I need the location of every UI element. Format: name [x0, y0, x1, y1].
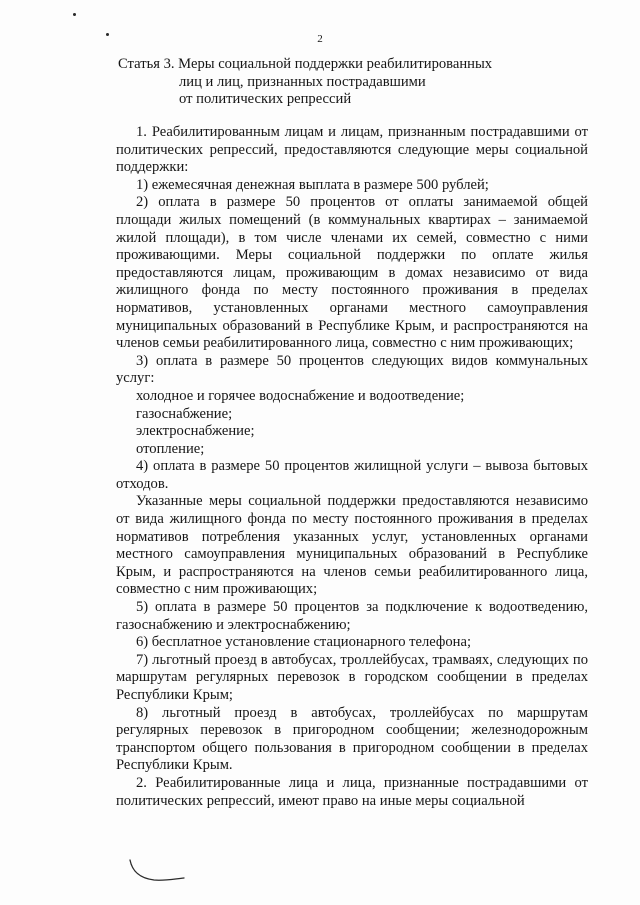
paragraph-service-heating: отопление;	[136, 440, 205, 457]
scan-speck	[73, 13, 76, 16]
paragraph-part-1-intro: 1. Реабилитированным лицам и лицам, признанным пострадавшими от политических репрессий, предоставляются следующие меры социальной поддержки:	[116, 124, 588, 176]
paragraph-item-2: 2) оплата в размере 50 процентов от оплаты занимаемой общей площади жилых помещений (в коммунальных квартирах – занимаемой жилой площади), в том числе членами их семей, совместно с ними проживающими. Меры социальной поддержки по оплате жилья предоставляются лицам, проживающим в домах независимо от вида жилищного фонда по месту постоянного проживания в пределах нормативов, установленных органами местного самоуправления муниципальных образований в Республике Крым, и распространяются на членов семьи реабилитированного лица, совместно с ним проживающих;	[116, 194, 588, 352]
paragraph-service-electricity: электроснабжение;	[136, 423, 255, 440]
paragraph-part-2: 2. Реабилитированные лица и лица, признанные пострадавшими от политических репрессий, имеют право на иные меры социальной	[116, 774, 588, 809]
article-heading	[118, 56, 578, 109]
paragraph-note: Указанные меры социальной поддержки предоставляются независимо от вида жилищного фонда по месту постоянного проживания в пределах нормативов потребления указанных услуг, установленных органами местного самоуправления муниципальных образований в Республике Крым, и распространяются на членов семьи реабилитированного лица, совместно с ним проживающих;	[116, 493, 588, 598]
article-heading-line-1: Статья 3. Меры социальной поддержки реабилитированных	[118, 56, 493, 72]
page-number: 2	[317, 33, 323, 45]
paragraph-item-5: 5) оплата в размере 50 процентов за подключение к водоотведению, газоснабжению и электроснабжению;	[116, 599, 588, 633]
paragraph-item-4: 4) оплата в размере 50 процентов жилищной услуги – вывоза бытовых отходов.	[116, 458, 588, 492]
paragraph-item-1: 1) ежемесячная денежная выплата в размере 500 рублей;	[136, 176, 489, 193]
paragraph-item-6: 6) бесплатное установление стационарного телефона;	[136, 634, 472, 651]
paragraph-service-gas: газоснабжение;	[136, 405, 233, 422]
handwritten-mark	[128, 856, 188, 896]
article-heading-line-3: от политических репрессий	[179, 91, 352, 107]
paragraph-item-7: 7) льготный проезд в автобусах, троллейбусах, трамваях, следующих по маршрутам регулярных перевозок в городском сообщении в пределах Республики Крым;	[116, 651, 588, 703]
paragraph-item-3: 3) оплата в размере 50 процентов следующих видов коммунальных услуг:	[116, 352, 588, 387]
paragraph-item-8: 8) льготный проезд в автобусах, троллейбусах по маршрутам регулярных перевозок в пригородном сообщении; железнодорожным транспортом общего пользования в пригородном сообщении в пределах Республики Крым.	[116, 704, 588, 774]
paragraph-service-water: холодное и горячее водоснабжение и водоотведение;	[136, 387, 465, 404]
article-body	[116, 124, 588, 810]
article-heading-line-2: лиц и лиц, признанных пострадавшими	[179, 73, 426, 90]
